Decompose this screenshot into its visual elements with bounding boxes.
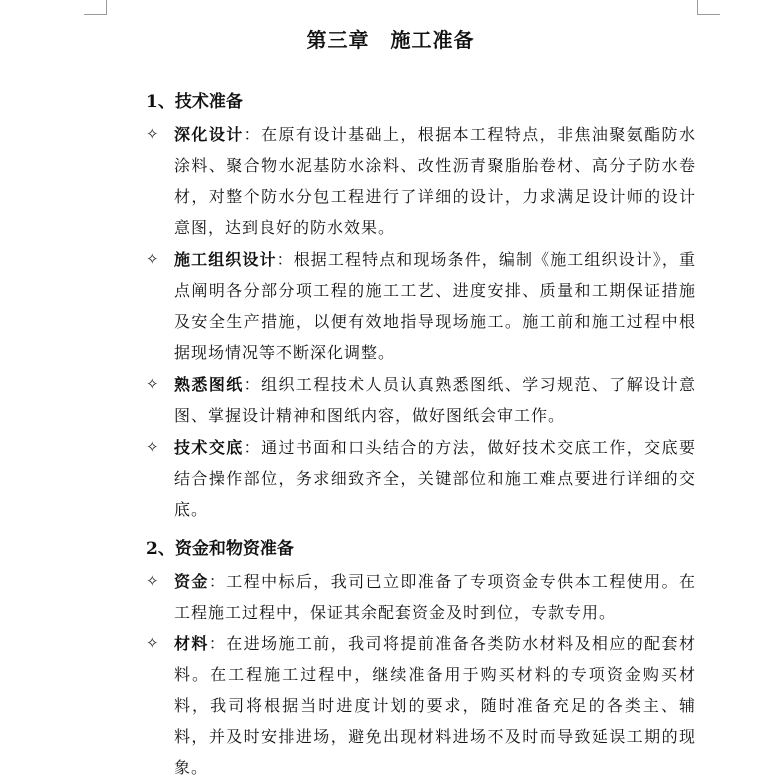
item-body: ：工程中标后，我司已立即准备了专项资金专供本工程使用。在工程施工过程中，保证其余配套资金及时到位，专款专用。 [174, 572, 696, 622]
item-body: ：在原有设计基础上，根据本工程特点，非焦油聚氨酯防水涂料、聚合物水泥基防水涂料、改性沥青聚脂胎卷材、高分子防水卷材，对整个防水分包工程进行了详细的设计，力求满足设计师的设计意图，达到良好的防水效果。 [174, 125, 696, 237]
crop-mark-top-right [697, 0, 720, 15]
list-item-materials [146, 628, 696, 783]
list-item-text [174, 628, 696, 783]
item-body: ：在进场施工前，我司将提前准备各类防水材料及相应的配套材料。在工程施工过程中，继续准备用于购买材料的专项资金购买材料，我司将根据当时进度计划的要求，随时准备充足的各类主、辅料，并及时安排进场，避免出现材料进场不及时而导致延误工期的现象。 [174, 634, 696, 777]
list-item-text [174, 369, 696, 431]
diamond-bullet-icon: ✧ [146, 438, 159, 456]
diamond-bullet-icon: ✧ [146, 250, 159, 268]
chapter-title: 第三章 施工准备 [306, 28, 475, 52]
diamond-bullet-icon: ✧ [146, 125, 159, 143]
list-item-technical-briefing [146, 432, 696, 525]
item-body: ：组织工程技术人员认真熟悉图纸、学习规范、了解设计意图、掌握设计精神和图纸内容，做好图纸会审工作。 [174, 375, 696, 425]
diamond-bullet-icon: ✧ [146, 572, 159, 590]
list-item-familiarize-drawings [146, 369, 696, 431]
item-term: 施工组织设计 [174, 250, 277, 269]
item-body: ：通过书面和口头结合的方法，做好技术交底工作，交底要结合操作部位，务求细致齐全，关键部位和施工难点要进行详细的交底。 [174, 438, 696, 519]
list-item-text [174, 432, 696, 525]
diamond-bullet-icon: ✧ [146, 634, 159, 652]
list-item-construction-organization-design [146, 244, 696, 368]
list-item-funds [146, 566, 696, 628]
item-term: 深化设计 [174, 125, 244, 144]
list-item-deepened-design [146, 119, 696, 243]
item-term: 技术交底 [174, 438, 244, 457]
item-term: 熟悉图纸 [174, 375, 244, 394]
crop-mark-top-left [84, 0, 107, 15]
section-heading-technical-preparation: 1、技术准备 [146, 92, 243, 112]
item-term: 资金 [174, 572, 209, 591]
list-item-text [174, 119, 696, 243]
item-body: ：根据工程特点和现场条件，编制《施工组织设计》，重点阐明各分部分项工程的施工工艺、进度安排、质量和工期保证措施及安全生产措施，以便有效地指导现场施工。施工前和施工过程中根据现场情况等不断深化调整。 [174, 250, 696, 362]
list-item-text [174, 566, 696, 628]
item-term: 材料 [174, 634, 209, 653]
section-heading-funds-and-materials: 2、资金和物资准备 [146, 539, 294, 559]
diamond-bullet-icon: ✧ [146, 375, 159, 393]
list-item-text [174, 244, 696, 368]
